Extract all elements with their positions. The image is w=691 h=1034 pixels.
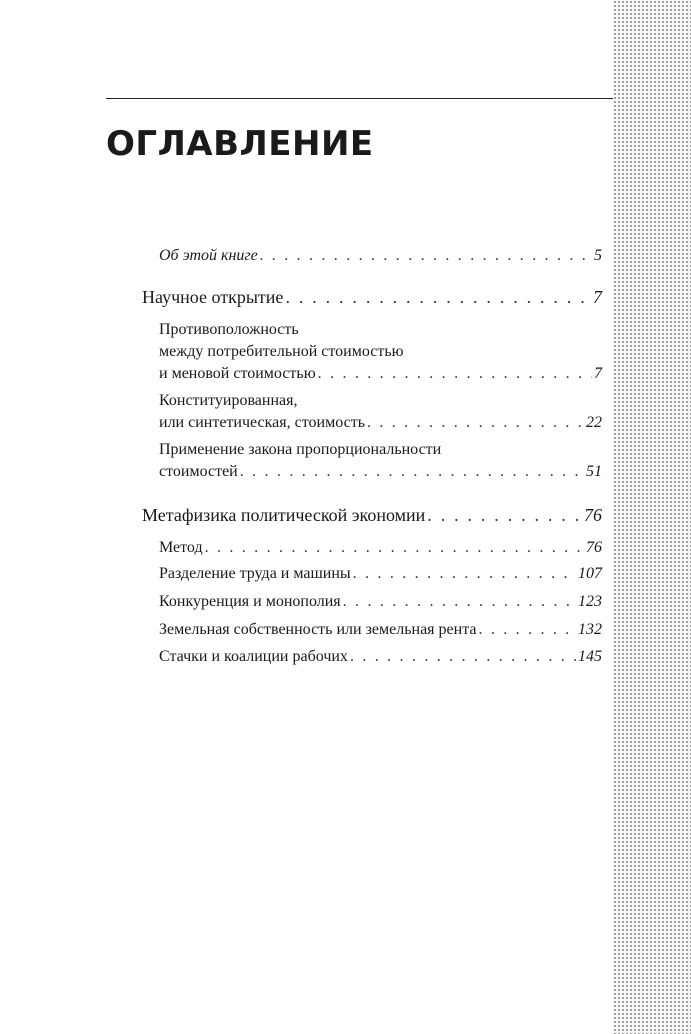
toc-entry-division-of-labour [159,563,602,585]
toc-entry-title: Метафизика политической экономии [142,505,426,525]
toc-page-number: 132 [578,621,602,638]
toc-entry-competition [159,591,602,613]
dot-leader [205,537,584,559]
toc-entry-method [159,537,602,559]
toc-page-number: 123 [578,593,602,610]
toc-entry-line: Противоположность [159,321,299,338]
toc-page-number: 7 [593,287,602,307]
toc-entry-strikes [159,646,602,668]
top-rule [106,98,614,99]
toc-entry-land-property [159,619,602,641]
toc-entry-title: Об этой книге [159,247,258,264]
toc-page-number: 107 [578,565,602,582]
toc-entry-title: Стачки и коалиции рабочих [159,648,348,665]
toc-entry-opposition [159,319,602,385]
toc-entry-title: и меновой стоимостью [159,365,316,382]
toc-page-number: 5 [594,247,602,264]
dot-leader [343,591,576,613]
dot-leader [478,619,576,641]
dot-leader [240,461,584,483]
toc-entry-title: Метод [159,539,203,556]
toc-entry-title: Земельная собственность или земельная рента [159,621,477,638]
toc-entry-line: между потребительной стоимостью [159,343,404,360]
toc-entry-title: Разделение труда и машины [159,565,351,582]
toc-entry-title: Конкуренция и монополия [159,593,341,610]
toc-entry-metaphysics [142,504,602,526]
halftone-page-edge [613,0,691,1034]
dot-leader [350,646,576,668]
toc-page-number: 51 [586,463,602,480]
dot-leader [285,286,591,308]
dot-leader [353,563,576,585]
dot-leader [427,504,582,526]
dot-leader [367,412,584,434]
page-title: ОГЛАВЛЕНИЕ [106,124,374,164]
toc-page-number: 76 [584,505,602,525]
toc-entry-constituted-value [159,390,602,434]
toc-page-number: 22 [586,414,602,431]
toc-entry-title: стоимостей [159,463,238,480]
toc-page-number: 7 [594,365,602,382]
dot-leader [260,245,592,267]
toc-entry-title: или синтетическая, стоимость [159,414,365,431]
toc-entry-proportionality-law [159,439,602,483]
dot-leader [318,363,592,385]
toc-entry-scientific-discovery [142,286,602,308]
toc-entry-line: Применение закона пропорциональности [159,441,442,458]
toc-entry-about-book [159,245,602,267]
toc-page-number: 145 [578,648,602,665]
toc-entry-line: Конституированная, [159,392,298,409]
toc-entry-title: Научное открытие [142,287,284,307]
toc-page-number: 76 [586,539,602,556]
